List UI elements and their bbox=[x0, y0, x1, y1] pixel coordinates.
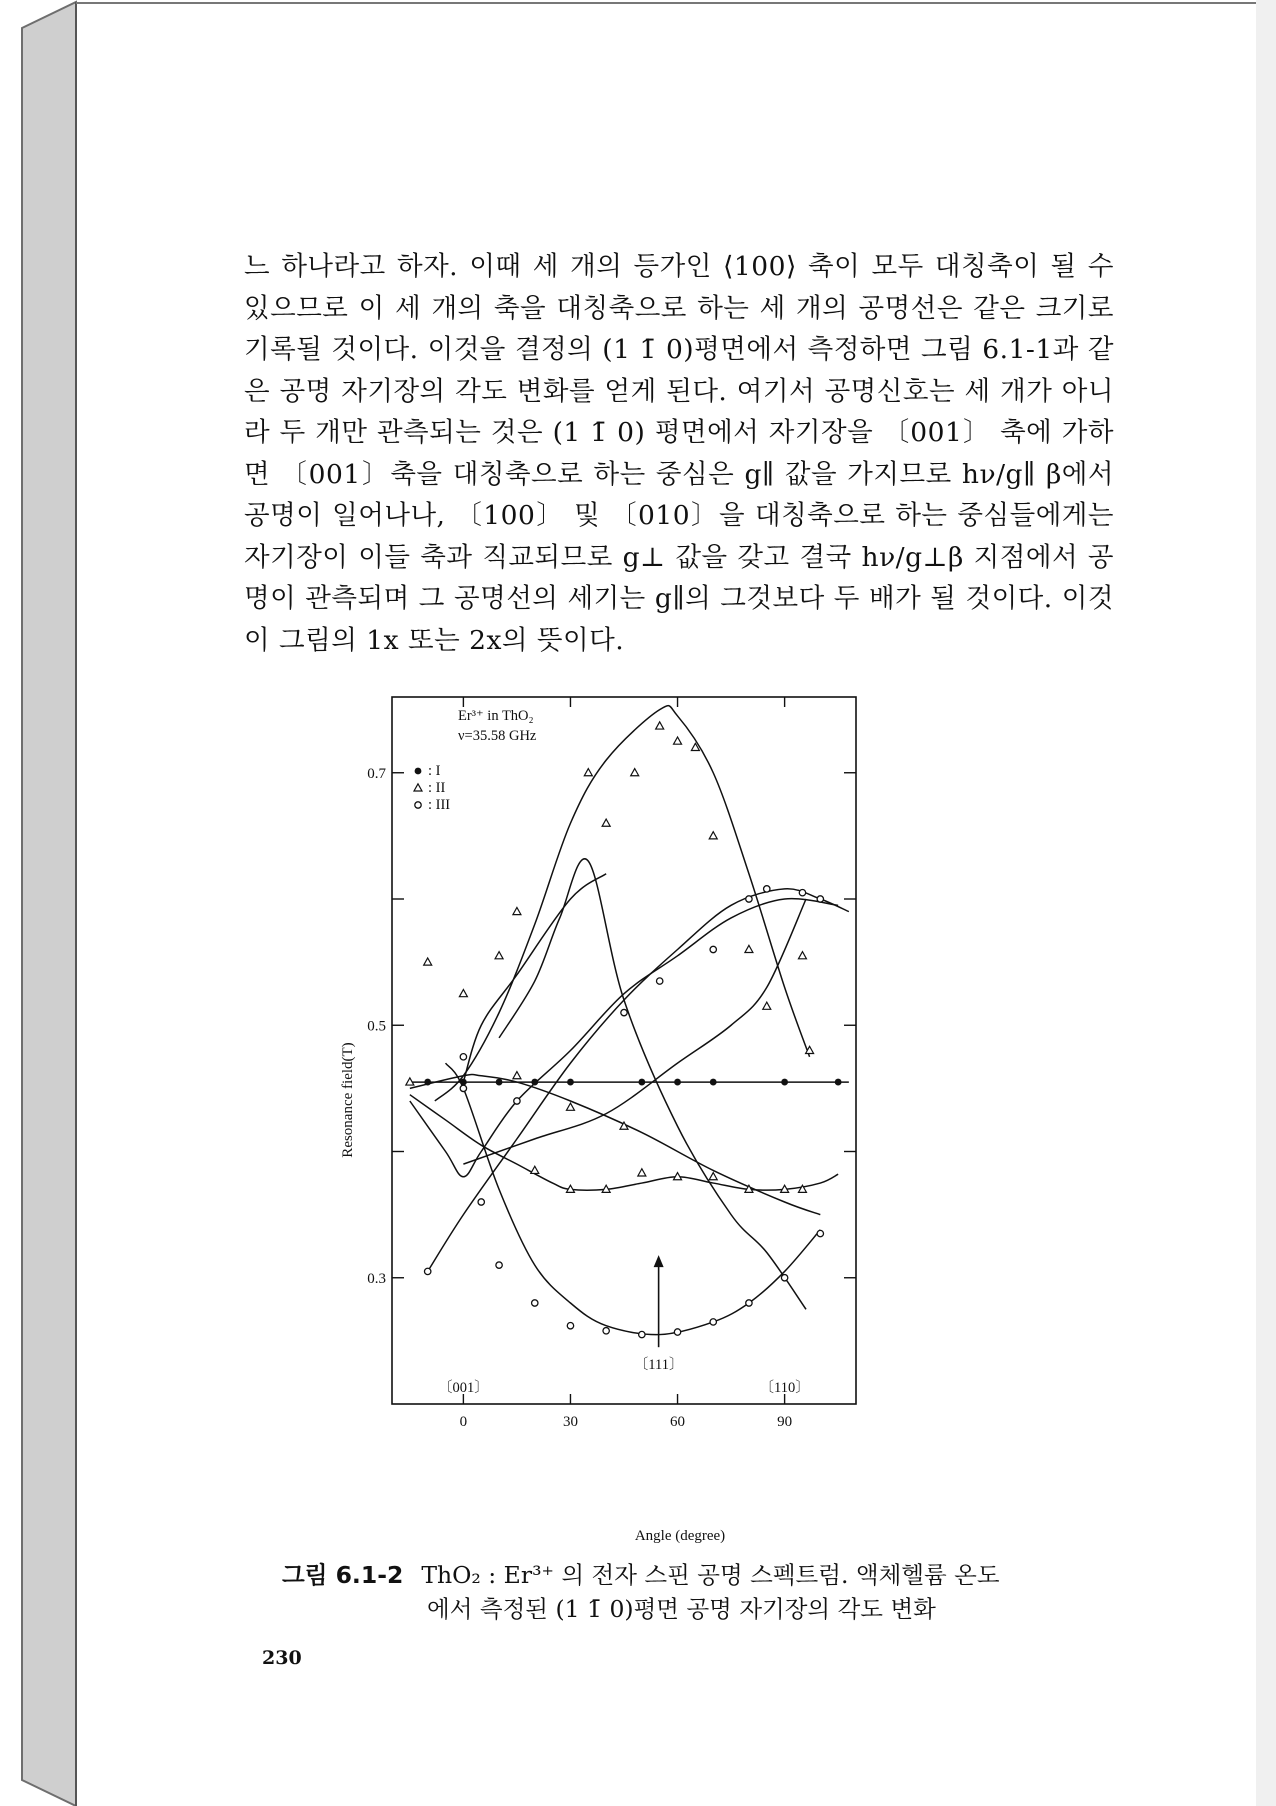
series-I-point bbox=[638, 1079, 645, 1086]
series-III-point bbox=[710, 946, 716, 952]
series-III-point bbox=[710, 1319, 716, 1325]
page-number: 230 bbox=[262, 1647, 302, 1669]
series-III-point bbox=[603, 1328, 609, 1334]
series-II-point bbox=[631, 769, 639, 776]
series-II-point bbox=[602, 819, 610, 826]
legend-label: : I bbox=[428, 763, 441, 779]
series-II-point bbox=[513, 907, 521, 914]
series-II-point bbox=[513, 1072, 521, 1079]
caption-label: 그림 6.1-2 bbox=[282, 1561, 404, 1589]
direction-label-111: 〔111〕 bbox=[633, 1357, 684, 1374]
series-III-point bbox=[764, 886, 770, 892]
figure-caption bbox=[282, 1558, 1102, 1626]
series-II-point bbox=[798, 952, 806, 959]
series-II-point bbox=[584, 769, 592, 776]
series-III-point bbox=[674, 1329, 680, 1335]
series-II-point bbox=[638, 1169, 646, 1176]
series-II-point bbox=[745, 945, 753, 952]
series-III-point bbox=[817, 896, 823, 902]
x-tick-label: 60 bbox=[670, 1414, 686, 1430]
series-II-curve bbox=[410, 1095, 838, 1190]
legend-marker bbox=[415, 768, 422, 775]
annotation-frequency: ν=35.58 GHz bbox=[458, 728, 537, 744]
y-tick-label: 0.7 bbox=[367, 765, 386, 782]
series-I-point bbox=[835, 1079, 842, 1086]
series-II-curve bbox=[499, 859, 806, 1310]
x-tick-label: 90 bbox=[777, 1414, 793, 1430]
series-III-point bbox=[639, 1331, 645, 1337]
series-III-point bbox=[817, 1230, 823, 1236]
caption-line-1: ThO₂ : Er³⁺ 의 전자 스핀 공명 스펙트럼. 액체헬륨 온도 bbox=[421, 1561, 1000, 1589]
series-I-point bbox=[710, 1079, 717, 1086]
series-III-point bbox=[746, 896, 752, 902]
plot-area bbox=[367, 697, 856, 1430]
direction-arrow-head bbox=[654, 1255, 664, 1267]
series-III-point bbox=[656, 978, 662, 984]
series-III-point bbox=[532, 1300, 538, 1306]
series-I-point bbox=[460, 1079, 467, 1086]
plot-frame bbox=[392, 697, 856, 1404]
series-II-point bbox=[495, 952, 503, 959]
series-II-point bbox=[763, 1002, 771, 1009]
direction-label: 〔001〕 bbox=[438, 1380, 489, 1396]
series-II-curve bbox=[435, 706, 810, 1101]
series-I-point bbox=[424, 1079, 431, 1086]
series-II-point bbox=[656, 722, 664, 729]
series-III-point bbox=[478, 1199, 484, 1205]
legend-label: : II bbox=[428, 780, 446, 796]
series-II-point bbox=[424, 958, 432, 965]
series-II-point bbox=[531, 1166, 539, 1173]
x-tick-label: 30 bbox=[562, 1414, 578, 1430]
series-III-curve bbox=[410, 899, 838, 1177]
legend-marker bbox=[415, 802, 421, 808]
series-I-point bbox=[496, 1079, 503, 1086]
x-axis-label: Angle (degree) bbox=[634, 1528, 726, 1544]
series-III-point bbox=[746, 1300, 752, 1306]
annotation-sample: Er³⁺ in ThO₂ bbox=[458, 708, 534, 724]
legend-marker bbox=[414, 784, 422, 791]
series-III-point bbox=[424, 1268, 430, 1274]
series-I-point bbox=[567, 1079, 574, 1086]
series-III-point bbox=[781, 1275, 787, 1281]
body-paragraph: 느 하나라고 하자. 이때 세 개의 등가인 ⟨100⟩ 축이 모두 대칭축이 될 수 있으므로 이 세 개의 축을 대칭축으로 하는 세 개의 공명선은 같은 크기로 기록될 것이다. 이것을 결정의 (1 1̄ 0)평면에서 측정하면 그림 6.1-1과 같은 공명 자기장의 각도 변화를 얻게 된다. 여기서 공명신호는 세 개가 아니라 두 개만 관측되는 것은 (1 1̄ 0) 평면에서 자기장을 〔001〕 축에 가하면 〔001〕축을 대칭축으로 하는 중심은 g∥ 값을 가지므로 hν/g∥ β에서 공명이 일어나나, 〔100〕 및 〔010〕을 대칭축으로 하는 중심들에게는 자기장이 이들 축과 직교되므로 g⊥ 값을 갖고 결국 hν/g⊥β 지점에서 공명이 관측되며 그 공명선의 세기는 g∥의 그것보다 두 배가 될 것이다. 이것이 그림의 1x 또는 2x의 뜻이다. bbox=[244, 251, 1114, 656]
series-II-point bbox=[709, 832, 717, 839]
direction-label: 〔110〕 bbox=[759, 1380, 810, 1396]
series-II-point bbox=[566, 1103, 574, 1110]
series-III-point bbox=[621, 1009, 627, 1015]
series-I-point bbox=[531, 1079, 538, 1086]
series-I-point bbox=[674, 1079, 681, 1086]
series-III-curve bbox=[463, 874, 606, 1082]
series-II-point bbox=[459, 989, 467, 996]
resonance-field-chart bbox=[300, 670, 1020, 1560]
series-III-point bbox=[460, 1054, 466, 1060]
series-III-point bbox=[496, 1262, 502, 1268]
series-II-point bbox=[709, 1173, 717, 1180]
y-tick-label: 0.3 bbox=[367, 1270, 386, 1287]
series-III-curve bbox=[446, 1063, 821, 1335]
series-III-point bbox=[514, 1098, 520, 1104]
series-I-point bbox=[781, 1079, 788, 1086]
series-II-point bbox=[674, 737, 682, 744]
series-III-point bbox=[567, 1323, 573, 1329]
legend-label: : III bbox=[428, 797, 451, 813]
y-axis-label: Resonance field(T) bbox=[340, 1042, 356, 1158]
x-tick-label: 0 bbox=[459, 1414, 468, 1430]
series-III-point bbox=[460, 1085, 466, 1091]
caption-line-2: 에서 측정된 (1 1̄ 0)평면 공명 자기장의 각도 변화 bbox=[427, 1595, 936, 1623]
series-III-point bbox=[799, 889, 805, 895]
y-tick-label: 0.5 bbox=[367, 1018, 386, 1035]
series-II-curve bbox=[410, 1075, 820, 1215]
